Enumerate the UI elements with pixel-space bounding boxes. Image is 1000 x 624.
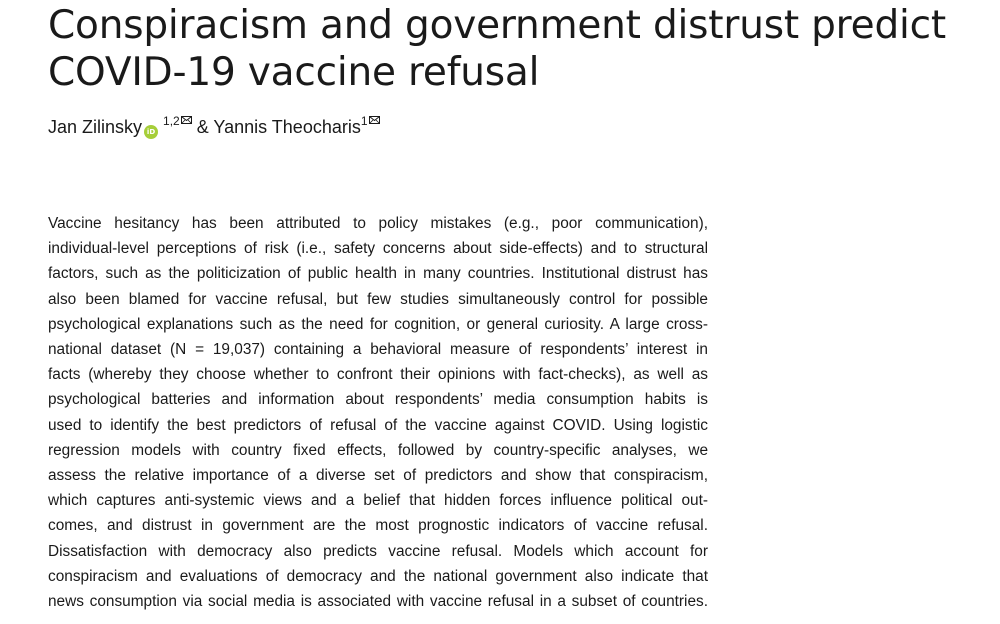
abstract-line: conspiracism and evaluations of democracy and the national government also indicate that	[48, 567, 708, 585]
abstract-line: Dissatisfaction with democracy also predicts vaccine refusal. Models which account for	[48, 542, 708, 560]
orcid-icon[interactable]: iD	[144, 125, 158, 139]
author-affiliation-2-numbers: 1	[360, 114, 368, 128]
author-affiliation-1-numbers: 1,2	[163, 114, 180, 128]
title-line-2: COVID-19 vaccine refusal	[48, 50, 540, 95]
paper-title	[48, 2, 988, 96]
author-name-1[interactable]: Jan Zilinsky	[48, 117, 143, 137]
author-list	[48, 115, 380, 139]
abstract-line: national dataset (N = 19,037) containing a behavioral measure of respondents’ interest in	[48, 341, 708, 359]
abstract-line: comes, and distrust in government are the most prognostic indicators of vaccine refusal.	[48, 517, 708, 535]
abstract-line: Vaccine hesitancy has been attributed to policy mistakes (e.g., poor communication),	[48, 215, 708, 232]
abstract-line: which captures anti-systemic views and a belief that hidden forces influence political out-	[48, 492, 708, 510]
abstract-line: also been blamed for vaccine refusal, but few studies simultaneously control for possible	[48, 290, 708, 308]
abstract-line: psychological batteries and information about respondents’ media consumption habits is	[48, 391, 708, 409]
author-name-2[interactable]: Yannis Theocharis	[213, 117, 361, 137]
abstract-line: news consumption via social media is associated with vaccine refusal in a subset of countries.	[48, 593, 708, 611]
abstract-line: factors, such as the politicization of public health in many countries. Institutional distrust has	[48, 265, 708, 283]
abstract-line: assess the relative importance of a diverse set of predictors and show that conspiracism,	[48, 467, 708, 485]
abstract-line: regression models with country fixed effects, followed by country-specific analyses, we	[48, 441, 708, 459]
abstract-line: used to identify the best predictors of refusal of the vaccine against COVID. Using logistic	[48, 416, 708, 434]
author-separator: &	[191, 117, 214, 137]
abstract-line: individual-level perceptions of risk (i.e., safety concerns about side-effects) and to structural	[48, 240, 708, 258]
mail-icon[interactable]	[181, 116, 192, 124]
title-line-1: Conspiracism and government distrust predict	[48, 3, 946, 48]
author-affiliation-1	[163, 114, 192, 128]
mail-icon[interactable]	[369, 116, 380, 124]
author-affiliation-2	[361, 114, 380, 128]
abstract-line: psychological explanations such as the need for cognition, or general curiosity. A large cross-	[48, 315, 708, 333]
abstract-line: facts (whereby they choose whether to confront their opinions with fact-checks), as well as	[48, 366, 708, 384]
abstract	[48, 211, 708, 614]
